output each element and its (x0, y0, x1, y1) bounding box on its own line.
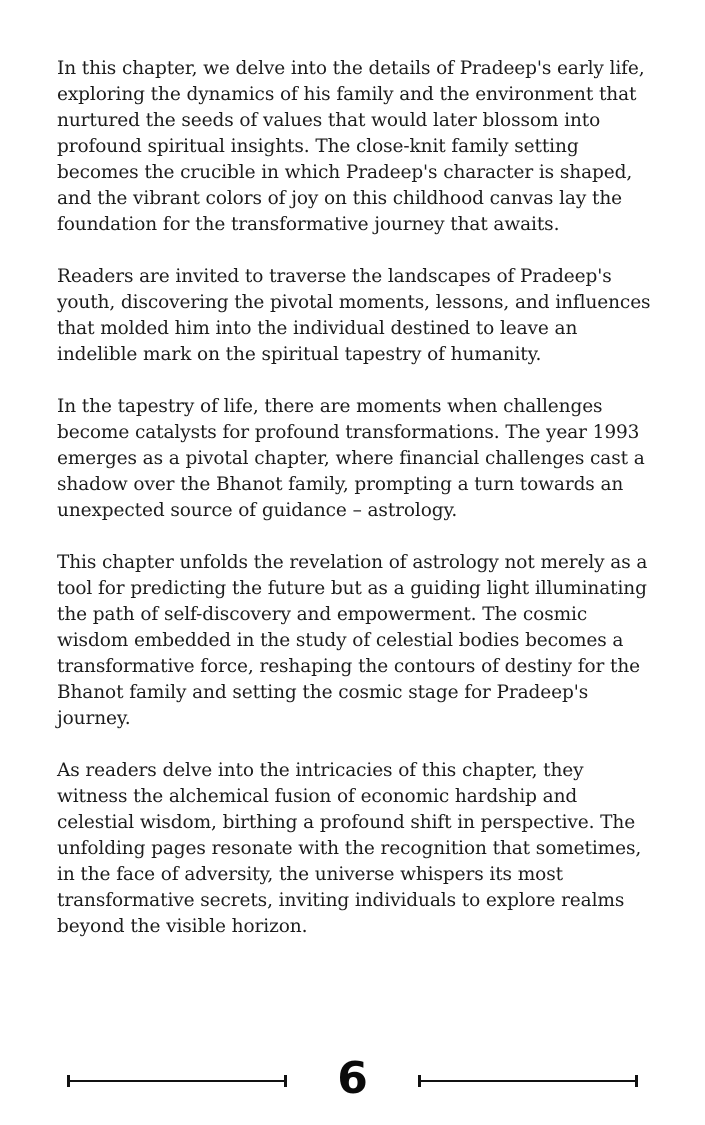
paragraph: This chapter unfolds the revelation of astrology not merely as a tool for predicting the future but as a guiding light illuminating the path of self-discovery and empowerment. The cosmic wisdom embedded in the study of celestial bodies becomes a transformative force, reshaping the contours of destiny for the Bhanot family and setting the cosmic stage for Pradeep's journey. (57, 552, 648, 729)
paragraph: As readers delve into the intricacies of this chapter, they witness the alchemical fusion of economic hardship and celestial wisdom, birthing a profound shift in perspective. The unfolding pages resonate with the recognition that sometimes, in the face of adversity, the universe whispers its most transformative secrets, inviting individuals to explore realms beyond the visible horizon. (57, 760, 642, 937)
page-number: 6 (337, 1053, 368, 1104)
paragraph: Readers are invited to traverse the landscapes of Pradeep's youth, discovering the pivotal moments, lessons, and influences that molded him into the individual destined to leave an indelible mark on the spiritual tapestry of humanity. (57, 266, 651, 365)
paragraph: In the tapestry of life, there are moments when challenges become catalysts for profound transformations. The year 1993 emerges as a pivotal chapter, where financial challenges cast a shadow over the Bhanot family, prompting a turn towards an unexpected source of guidance – astrology. (57, 396, 645, 521)
paragraph: In this chapter, we delve into the details of Pradeep's early life, exploring the dynamics of his family and the environment that nurtured the seeds of values that would later blossom into profound spiritual insights. The close-knit family setting becomes the crucible in which Pradeep's character is shaped, and the vibrant colors of joy on this childhood canvas lay the foundation for the transformative journey that awaits. (57, 58, 645, 235)
footer-rule-left (67, 1080, 287, 1082)
page-footer (0, 1048, 705, 1114)
body-text (57, 56, 651, 966)
footer-rule-right (418, 1080, 638, 1082)
